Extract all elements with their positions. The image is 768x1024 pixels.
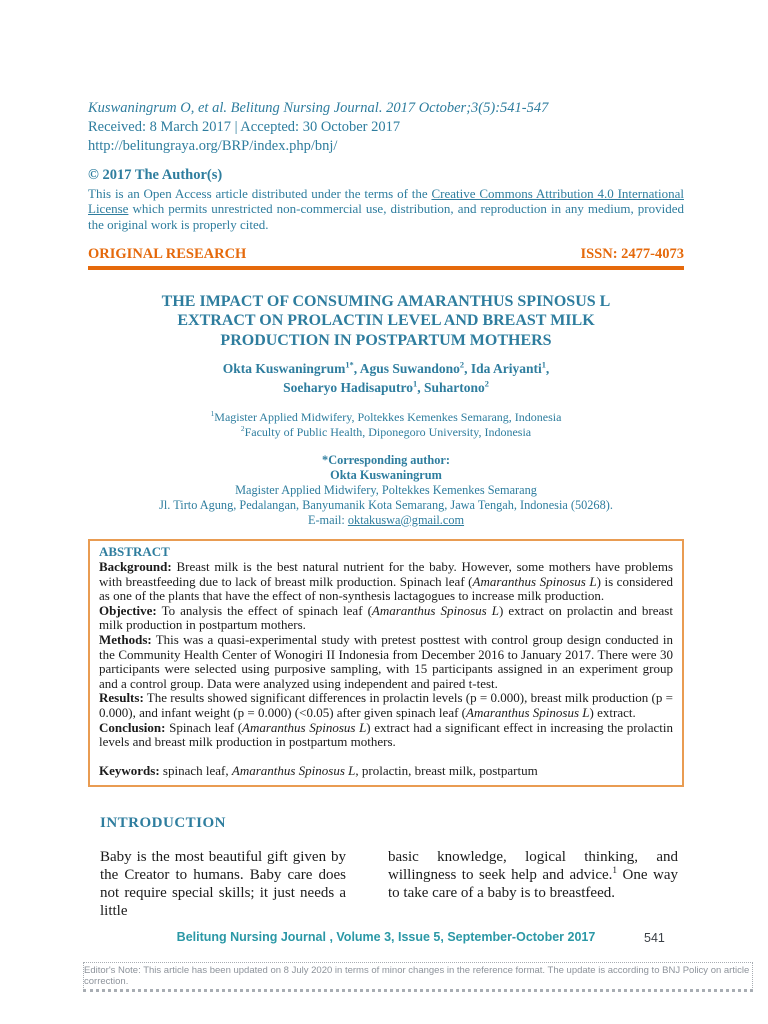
affiliation-2: $^2$Faculty of Public Health, Diponegoro University, Indonesia [240,423,532,439]
author-name: Okta Kuswaningrum [222,361,346,377]
copyright-line: © 2017 The Author(s) [88,167,223,183]
license-text-pre: This is an Open Access article distributed under the terms of the [88,186,432,201]
title-line-3: PRODUCTION IN POSTPARTUM MOTHERS [220,331,552,349]
received-accepted-line: Received: 8 March 2017 | Accepted: 30 October 2017 [88,119,401,135]
abstract-background: Background: Breast milk is the best natural nutrient for the baby. However, some mothers have problems with breastfeeding due to lack of breast milk production. Spinach leaf (Amaranthus Spinosus L) is considered as one of the plants that have the effect of non-synthesis lactagogues to increase milk production. [99,558,673,604]
author-list [88,359,684,397]
editor-note-text: Editor's Note: This article has been updated on 8 July 2020 in terms of minor changes in the reference format. The update is according to BNJ Policy on article correction. [84,965,750,987]
author-name: Suhartono [423,380,485,396]
corresponding-email-line [88,513,684,528]
abstract-results: Results: The results showed significant differences in prolactin levels (p = 0.000), breast milk production (p = 0.000), and infant weight (p = 0.000) (<0.05) after given spinach leaf (Amaranthus Spinosus L) extract. [99,690,673,720]
abstract-objective: Objective: To analysis the effect of spinach leaf (Amaranthus Spinosus L) extract on prolactin and breast milk production in postpartum mothers. [99,602,673,633]
license-text-post: which permits unrestricted non-commercial use, distribution, and reproduction in any medium, provided the original work is properly cited. [88,201,684,232]
article-header [88,0,684,232]
page-content [88,0,684,920]
abstract-box [88,539,684,787]
issn-label: ISSN: 2477-4073 [580,245,684,262]
journal-footer-line: Belitung Nursing Journal , Volume 3, Issue 5, September-October 2017 [176,930,596,944]
introduction-heading: INTRODUCTION [100,815,227,832]
corresponding-address: Jl. Tirto Agung, Pedalangan, Banyumanik Kota Semarang, Jawa Tengah, Indonesia (50268). [159,497,613,512]
email-label: E-mail: [307,512,348,527]
intro-column-right: basic knowledge, logical thinking, and willingness to seek help and advice.$^1$ One way to take care of a baby is to breastfeed. [388,849,678,901]
abstract-methods: Methods: This was a quasi-experimental study with pretest posttest with control group design conducted in the Community Health Center of Wonogiri II Indonesia from December 2016 to January 2017. There were 30 participants were selected using purposive sampling, with 15 participants assigned in an experiment group and a control group. Data were analyzed using independent and paired t-test. [99,631,673,691]
title-line-2: EXTRACT ON PROLACTIN LEVEL AND BREAST MILK [177,312,595,330]
corresponding-label: *Corresponding author: [322,453,450,468]
article-title [88,292,684,351]
author-affil-sup: 1 [413,379,418,389]
section-banner [88,246,684,270]
citation-line: Kuswaningrum O, et al. Belitung Nursing Journal. 2017 October;3(5):541-547 [88,100,549,116]
author-affil-sup: 2 [484,379,489,389]
author-line-1: Okta Kuswaningrum$^{1*}$, Agus Suwandono$^2$, Ida Ariyanti$^1$, [222,360,550,377]
affiliations [88,410,684,439]
corresponding-author-block [88,453,684,527]
author-affil-sup: 2 [459,360,465,370]
email-link[interactable]: oktakuswa@gmail.com [347,512,465,527]
journal-url: http://belitungraya.org/BRP/index.php/bnj/ [88,138,338,154]
license-paragraph [88,186,684,232]
corresponding-affiliation: Magister Applied Midwifery, Poltekkes Kemenkes Semarang [235,482,537,497]
editor-note-bar [83,962,753,992]
author-name: Agus Suwandono [359,361,460,377]
body-columns [88,849,684,920]
author-name: Ida Ariyanti [470,361,542,377]
creative-commons-link[interactable]: Creative Commons Attribution 4.0 International License [88,186,684,217]
abstract-conclusion: Conclusion: Spinach leaf (Amaranthus Spinosus L) extract had a significant effect in increasing the prolactin levels and breast milk production in postpartum mothers. [99,719,673,750]
title-line-1: THE IMPACT OF CONSUMING AMARANTHUS SPINOSUS L [161,292,611,310]
abstract-heading: ABSTRACT [99,544,170,560]
author-name: Soeharyo Hadisaputro [283,380,413,396]
corresponding-name: Okta Kuswaningrum [330,468,442,483]
reference-superscript: 1 [612,866,618,877]
author-line-2: Soeharyo Hadisaputro$^1$, Suhartono$^2$ [283,379,489,396]
affiliation-1: $^1$Magister Applied Midwifery, Poltekkes Kemenkes Semarang, Indonesia [210,409,562,425]
original-research-label: ORIGINAL RESEARCH [88,245,247,262]
author-affil-sup: 1* [345,360,354,370]
keywords-line: Keywords: spinach leaf, Amaranthus Spinosus L, prolactin, breast milk, postpartum [99,762,538,778]
intro-column-left: Baby is the most beautiful gift given by the Creator to humans. Baby care does not require special skills; it just needs a little [100,849,346,919]
author-affil-sup: 1 [541,360,546,370]
page-number: 541 [644,931,665,945]
